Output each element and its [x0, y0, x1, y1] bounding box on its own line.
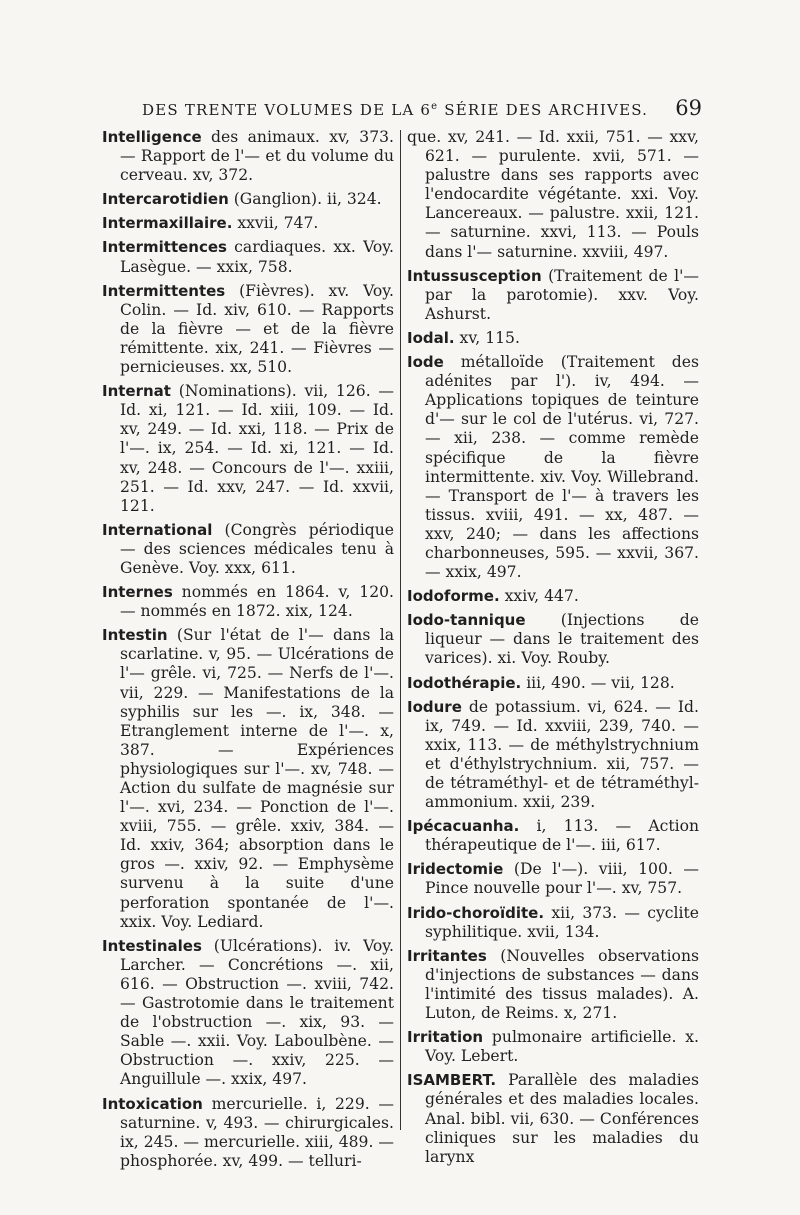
- index-entry: [407, 904, 699, 942]
- entry-heading: Intermittentes: [102, 281, 226, 300]
- index-entry: [407, 674, 699, 693]
- entry-heading: Internat: [102, 382, 171, 401]
- entry-heading: Irido-choroïdite.: [407, 903, 545, 922]
- entry-text: Parallèle des maladies générales et des maladies locales. Anal. bibl. vii, 630. — Conférences cliniques sur les maladies du larynx: [425, 1071, 699, 1166]
- left-column: [102, 128, 394, 1176]
- index-entry: [407, 1028, 699, 1066]
- entry-heading: Intermittences: [102, 238, 227, 257]
- entry-heading: Ipécacuanha.: [407, 817, 520, 836]
- title-superscript: e: [431, 101, 439, 112]
- index-entry: [102, 937, 394, 1090]
- index-entry: [102, 1095, 394, 1171]
- index-entry: [407, 817, 699, 855]
- entry-text: (De l'—). viii, 100. — Pince nouvelle pour l'—. xv, 757.: [425, 860, 699, 898]
- index-entry: [407, 860, 699, 898]
- title-part: DES TRENTE VOLUMES DE LA 6: [142, 101, 432, 119]
- index-entry: [102, 382, 394, 516]
- index-entry: [102, 282, 394, 377]
- index-entry: [407, 587, 699, 606]
- entry-text: mercurielle. i, 229. — saturnine. v, 493. — chirurgicales. ix, 245. — mercurielle. xiii, 489. — phosphorée. xv, 499. — telluri-: [120, 1094, 394, 1170]
- index-entry: [407, 947, 699, 1023]
- entry-text: xii, 373. — cyclite syphilitique. xvii, 134.: [425, 903, 699, 941]
- entry-text: (Traitement de l'— par la parotomie). xxv. Voy. Ashurst.: [425, 266, 699, 323]
- entry-heading: Iodo-tannique: [407, 611, 526, 630]
- entry-text: de potassium. vi, 624. — Id. ix, 749. — Id. xxviii, 239, 740. — xxix, 113. — de méthylstrychnium et d'éthylstrychnium. xii, 757. — de tétraméthyl- et de tétraméthyl-ammonium. xxii, 239.: [425, 697, 699, 812]
- index-entry: [102, 238, 394, 276]
- entry-text: (Ulcérations). iv. Voy. Larcher. — Concrétions —. xii, 616. — Obstruction —. xviii, 742. — Gastrotomie dans le traitement de l'obstruction —. xix, 93. — Sable —. xxii. Voy. Laboulbène. — Obstruction —. xxiv, 225. — Anguillule —. xxix, 497.: [120, 936, 394, 1089]
- entry-heading: Intercarotidien: [102, 190, 229, 209]
- index-entry: [102, 626, 394, 932]
- entry-heading: Iodoforme.: [407, 587, 500, 606]
- entry-text: nommés en 1864. v, 120. — nommés en 1872. xix, 124.: [120, 583, 394, 621]
- index-entry: [407, 1071, 699, 1166]
- entry-text: (Sur l'état de l'— dans la scarlatine. v, 95. — Ulcérations de l'— grêle. vi, 725. — Nerfs de l'—. vii, 229. — Manifestations de la syphilis sur les —. ix, 348. — Etranglement interne de l'—. x, 387. — Expériences physiologiques sur l'—. xv, 748. — Action du sulfate de magnésie sur l'—. xvi, 234. — Ponction de l'—. xviii, 755. — grêle. xxiv, 384. — Id. xxiv, 364; absorption dans le gros —. xxiv, 92. — Emphysème survenu à la suite d'une perforation spontanée de l'—. xxix. Voy. Lediard.: [120, 626, 394, 931]
- entry-heading: Intelligence: [102, 128, 202, 146]
- entry-heading: International: [102, 520, 213, 539]
- index-entry: [102, 190, 394, 209]
- entry-text: que. xv, 241. — Id. xxii, 751. — xxv, 621. — purulente. xvii, 571. — palustre dans ses rapports avec l'endocardite végétante. xxi. Voy. Lancereaux. — palustre. xxii, 121. — saturnine. xxvi, 113. — Pouls dans l'— saturnine. xxviii, 497.: [407, 128, 699, 261]
- entry-text: (Nominations). vii, 126. — Id. xi, 121. — Id. xiii, 109. — Id. xv, 249. — Id. xxi, 118. — Prix de l'—. ix, 254. — Id. xi, 121. — Id. xv, 248. — Concours de l'—. xxiii, 251. — Id. xxv, 247. — Id. xxvii, 121.: [120, 382, 394, 515]
- title-part: SÉRIE DES ARCHIVES.: [438, 101, 649, 119]
- entry-heading: Intestin: [102, 626, 168, 645]
- index-entry: [407, 698, 699, 813]
- entry-heading: Iodal.: [407, 328, 455, 347]
- entry-text: iii, 490. — vii, 128.: [521, 673, 675, 692]
- entry-heading: Intoxication: [102, 1094, 203, 1113]
- column-divider: [400, 130, 401, 1130]
- entry-heading: Iodure: [407, 697, 462, 716]
- index-entry: [102, 214, 394, 233]
- entry-heading: ISAMBERT.: [407, 1071, 497, 1090]
- index-entry: [407, 128, 699, 262]
- running-title: [142, 101, 648, 119]
- entry-text: cardiaques. xx. Voy. Lasègue. — xxix, 758.: [120, 238, 394, 276]
- index-entry: [407, 329, 699, 348]
- entry-text: (Injections de liqueur — dans le traitement des varices). xi. Voy. Rouby.: [425, 611, 699, 668]
- index-entry: [102, 583, 394, 621]
- index-entry: [102, 521, 394, 578]
- entry-text: xv, 115.: [454, 328, 520, 347]
- entry-text: xxiv, 447.: [499, 587, 579, 606]
- entry-heading: Iridectomie: [407, 860, 504, 879]
- entry-text: i, 113. — Action thérapeutique de l'—. iii, 617.: [425, 817, 699, 855]
- entry-text: pulmonaire artificielle. x. Voy. Lebert.: [425, 1028, 699, 1066]
- entry-text: métalloïde (Traitement des adénites par l'). iv, 494. — Applications topiques de teinture d'— sur le col de l'utérus. vi, 727. — xii, 238. — comme remède spécifique de la fièvre intermittente. xiv. Voy. Willebrand. — Transport de l'— à travers les tissus. xviii, 491. — xx, 487. — xxv, 240; — dans les affections charbonneuses, 595. — xxvii, 367. — xxix, 497.: [425, 353, 699, 582]
- page-number: 69: [675, 96, 702, 120]
- index-entry: [407, 611, 699, 668]
- running-header: [142, 96, 702, 124]
- entry-heading: Intermaxillaire.: [102, 214, 233, 233]
- right-column: [407, 128, 699, 1172]
- entry-text: xxvii, 747.: [232, 214, 319, 233]
- entry-heading: Iodothérapie.: [407, 673, 522, 692]
- entry-text: (Ganglion). ii, 324.: [228, 190, 382, 209]
- index-entry: [407, 353, 699, 582]
- entry-heading: Intestinales: [102, 936, 202, 955]
- entry-text: (Fièvres). xv. Voy. Colin. — Id. xiv, 610. — Rapports de la fièvre — et de la fièvre rémittente. xix, 241. — Fièvres — pernicieuses. xx, 510.: [120, 281, 394, 377]
- entry-text: (Nouvelles observations d'injections de substances — dans l'intimité des tissus malades). A. Luton, de Reims. x, 271.: [425, 946, 699, 1023]
- index-entry: [407, 267, 699, 324]
- entry-text: des animaux. xv, 373. — Rapport de l'— et du volume du cerveau. xv, 372.: [120, 128, 394, 185]
- index-entry: [102, 128, 394, 185]
- entry-heading: Irritation: [407, 1028, 484, 1047]
- entry-heading: Iode: [407, 353, 444, 372]
- entry-heading: Irritantes: [407, 946, 487, 965]
- entry-text: (Congrès périodique — des sciences médicales tenu à Genève. Voy. xxx, 611.: [120, 520, 394, 577]
- entry-heading: Internes: [102, 583, 173, 602]
- entry-heading: Intussusception: [407, 266, 542, 285]
